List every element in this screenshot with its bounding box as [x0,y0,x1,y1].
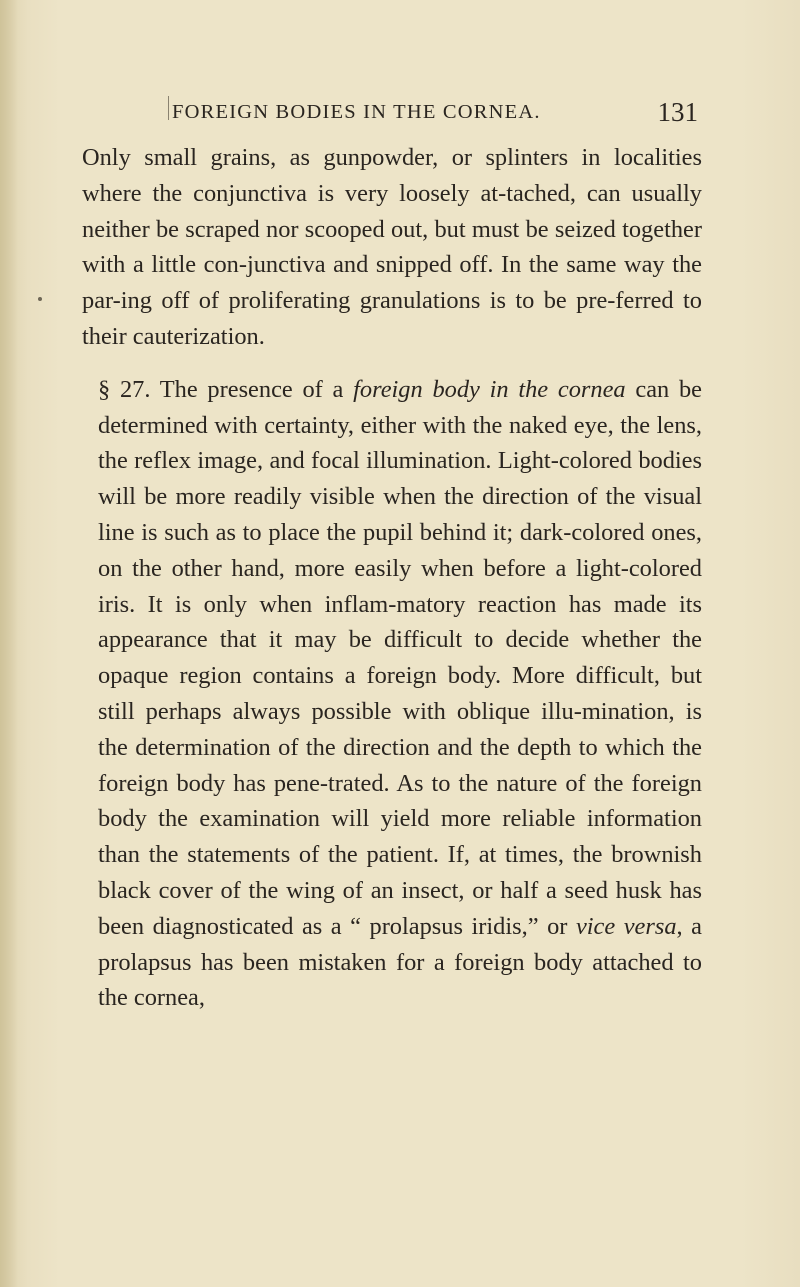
page-header [160,92,700,132]
page-number: 131 [657,97,698,127]
paragraph-2-tail: , a prolapsus has been mistaken for a foreign body attached to the cornea, [98,912,702,1012]
paragraph-2-mid: can be determined with certainty, either with the naked eye, the lens, the reflex image, and focal illumination. Light-colored bodies will be more readily visible when the direction of the visual line is such as to place the pupil behind it; dark-colored ones, on the other hand, more easily when before a light-colored iris. It is only when inflam-matory reaction has made its appearance that it may be difficult to decide whether the opaque region contains a foreign body. More difficult, but still perhaps always possible with oblique illu-mination, is the determination of the direction and the depth to which the foreign body has pene-trated. As to the nature of the foreign body the examination will yield more reliable information than the statements of the patient. If, at times, the brownish black cover of the wing of an insect, or half a seed husk has been diagnosticated as a “ prolapsus iridis,” or [98,375,702,940]
italic-term-vice-versa: vice versa [575,912,677,940]
running-head: FOREIGN BODIES IN THE CORNEA. [172,101,541,123]
paragraph-1 [82,140,702,355]
section-number: § 27. [98,375,151,403]
paragraph-2-lead: The presence of a [150,375,354,403]
margin-speck [38,297,42,301]
italic-term-foreign-body: foreign body in the cornea [353,375,626,403]
body-text [82,140,702,1016]
paragraph-1-text: Only small grains, as gunpowder, or splinters in localities where the conjunctiva is very loosely at-tached, can usually neither be scraped nor scooped out, but must be seized together with a little con-junctiva and snipped off. In the same way the par-ing off of proliferating granulations is to be pre-ferred to their cauterization. [82,144,702,350]
paragraph-2 [82,372,702,1016]
page-gutter-shadow [0,0,18,1287]
